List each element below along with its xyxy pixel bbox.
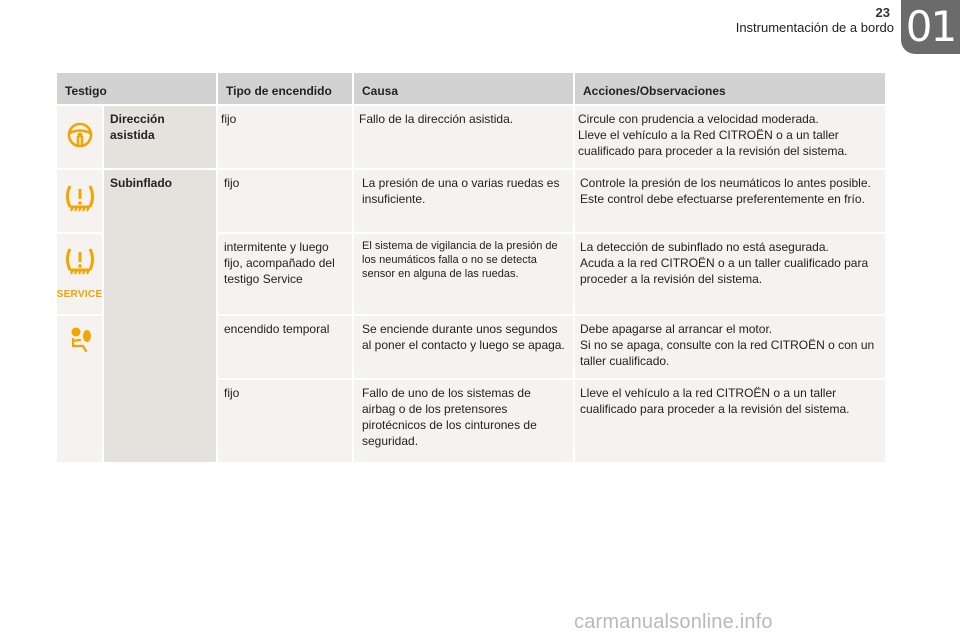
row-cause-subinflado: La presión de una o varias ruedas es insuficiente. (354, 170, 573, 232)
column-header-tipo: Tipo de encendido (218, 73, 352, 104)
row-type-airbags-fijo: fijo (218, 380, 352, 462)
row-cause-airbags: Se enciende durante unos segundos al poner el contacto y luego se apaga. (354, 316, 573, 378)
watermark: carmanualsonline.info (574, 611, 773, 633)
airbag-icon (65, 326, 95, 358)
row-actions-subinflado-service: La detección de subinflado no está asegurada. Acuda a la red CITROËN o a un taller cualificado para proceder a la revisión del sistema. (575, 234, 885, 314)
row-actions-direccion: Circule con prudencia a velocidad moderada. Lleve el vehículo a la Red CITROËN o a un taller cualificado para proceder a la revisión del sistema. (575, 106, 885, 168)
icon-cell-airbags (57, 316, 102, 462)
steering-wheel-icon (65, 120, 95, 154)
icon-cell-subinflado-service (57, 234, 102, 314)
row-name-subinflado: Subinflado (104, 170, 216, 462)
row-actions-subinflado: Controle la presión de los neumáticos lo antes posible. Este control debe efectuarse preferentemente en frío. (575, 170, 885, 232)
tire-pressure-service-icon (62, 245, 98, 283)
row-cause-subinflado-service: El sistema de vigilancia de la presión de los neumáticos falla o no se detecta sensor en alguna de las ruedas. (354, 234, 573, 314)
warning-lights-table (57, 73, 885, 462)
section-title: Instrumentación de a bordo (735, 20, 894, 35)
column-header-testigo: Testigo (57, 73, 216, 104)
chapter-tab: 01 (901, 0, 960, 54)
icon-cell-subinflado (57, 170, 102, 232)
row-cause-airbags-fijo: Fallo de uno de los sistemas de airbag o de los pretensores pirotécnicos de los cinturones de seguridad. (354, 380, 573, 462)
row-cause-direccion: Fallo de la dirección asistida. (354, 106, 573, 168)
page-number: 23 (875, 5, 890, 20)
row-actions-airbags-fijo: Lleve el vehículo a la red CITROËN o a un taller cualificado para proceder a la revisión del sistema. (575, 380, 885, 462)
row-actions-airbags: Debe apagarse al arrancar el motor. Si no se apaga, consulte con la red CITROËN o con un taller cualificado. (575, 316, 885, 378)
row-type-airbags: encendido temporal (218, 316, 352, 378)
column-header-acciones: Acciones/Observaciones (575, 73, 885, 104)
service-label: SERVICE (56, 289, 103, 300)
row-type-subinflado-service: intermitente y luego fijo, acompañado del testigo Service (218, 234, 352, 314)
row-type-direccion: fijo (218, 106, 352, 168)
icon-cell-direccion (57, 106, 102, 168)
row-type-subinflado: fijo (218, 170, 352, 232)
column-header-causa: Causa (354, 73, 573, 104)
tire-pressure-warning-icon (62, 182, 98, 220)
row-name-direccion: Dirección asistida (104, 106, 216, 168)
